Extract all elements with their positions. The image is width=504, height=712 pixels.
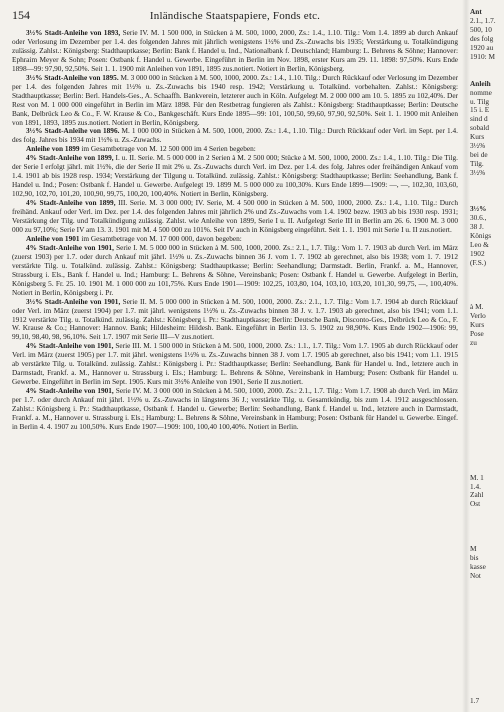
- adjacent-page-fragment: [470, 393, 504, 402]
- adjacent-page-fragment: [470, 268, 504, 277]
- adjacent-page-fragment: [470, 671, 504, 680]
- adjacent-page-fragment: 1910: M: [470, 51, 495, 61]
- bond-entry-text: Serie II. M. 5 000 000 in Stücken à M. 500, 1000, 2000. Zs.: 2.1., 1.7. Tilg.: Vom 1.7. 1904 ab durch Rückkauf oder Verl. im März (zuerst 1904) per 1.7. mit jährl. wenigstens 1½% u. Zs.-Zuwachs binnen 38 J. v. 1.7. 1903 ab gerechnet, also bis 1941; vom 1.1. 1912 verstärkte Tilg. u. Totalkünd. zulässig. Zahlst.: Königsberg i. Pr.: Stadthauptkasse; Berlin: Deutsche Bank, Disconto-Ges., Delbrück Leo & Co., F. W. Krause & Co.; Hannover: Hannov. Bank; Hildesheim: Hildesh. Bank. Eingeführt in Berlin 13. 5. 1902 zu 98,90%. Kurs Ende 1902—1906: 99, 99,10, 98,40, 98, 96,10%. Seit 1.7. 1907 mit Serie III—V zus.notiert.: [12, 296, 458, 342]
- adjacent-page-fragment: [470, 286, 504, 295]
- adjacent-page-fragment: [470, 644, 504, 653]
- adjacent-page-fragment: [470, 626, 504, 635]
- adjacent-page-fragment: nomme: [470, 87, 492, 97]
- page-number: 154: [12, 8, 30, 22]
- adjacent-page-fragment: [470, 679, 504, 688]
- bond-entry-title: 3½% Stadt-Anleihe von 1895.: [26, 72, 119, 82]
- adjacent-page-fragment: 1.7: [470, 696, 480, 706]
- adjacent-page-fragment: 500, 10: [470, 24, 492, 34]
- adjacent-page-fragment: sind d: [470, 114, 488, 124]
- adjacent-page-fragment: Ost: [470, 499, 481, 509]
- bond-entry: [12, 387, 458, 432]
- adjacent-page-fragment: [470, 518, 504, 527]
- adjacent-page-fragment: 1920 au: [470, 42, 494, 52]
- adjacent-page-fragment: [470, 590, 504, 599]
- bond-entry-title: Anleihe von 1899: [26, 144, 80, 154]
- bond-entry: [12, 29, 458, 74]
- bond-entry-title: 3½% Stadt-Anleihe von 1893,: [26, 28, 121, 37]
- adjacent-page-fragment: [470, 617, 504, 626]
- adjacent-page-fragment: [470, 509, 504, 518]
- paragraph-list: [12, 29, 458, 432]
- bond-entry: [12, 342, 458, 387]
- adjacent-page-fragment: à M.: [470, 302, 484, 312]
- adjacent-page-fragment: [470, 581, 504, 590]
- adjacent-page-fragment: Pose: [470, 329, 484, 339]
- adjacent-page-fragment: (F.S.): [470, 257, 487, 267]
- bond-entry-title: 4% Stadt-Anleihe von 1901,: [26, 242, 114, 252]
- bond-entry: [12, 127, 458, 145]
- adjacent-page-fragment: [470, 357, 504, 366]
- page-header: [12, 8, 458, 23]
- bond-entry-text: M. 1 000 000 in Stücken à M. 500, 1000, 2000. Zs.: 1.4., 1.10. Tilg.: Durch Rückkauf oder Verl. im Sept. per 1.4. des folg. Jahres bis 1934 mit 1½% u. Zs.-Zuwachs.: [12, 126, 458, 145]
- adjacent-page-fragment: [470, 527, 504, 536]
- adjacent-page-fragment: [470, 187, 504, 196]
- adjacent-page-fragment: Zahl: [470, 490, 484, 500]
- adjacent-page-fragment: [470, 178, 504, 187]
- bond-entry-text: Serie IV. M. 3 000 000 in Stücken à M. 500, 1000, 2000. Zs.: 2.1., 1.7. Tilg.: Vom 1.7. 1908 ab durch Verl. im März per 1.7. oder durch Ankauf mit jährl. 1½% u. Zs.-Zuwachs in längstens 36 J.; verstärkte Tilg. u. Gesamtkündig. bis zum 1.4. 1912 ausgeschlossen. Zahlst.: Königsberg i. Pr.: Stadthauptkasse, Ostbank f. Handel u. Gewerbe; Berlin: Seehandlung, Bank f. Handel u. Ind., letztere auch in Darmstadt, Frankf. a. M., Hannover u. Strassburg i. Els.; Hamburg: L. Behrens & Söhne, Vereinsbank in Hamburg; Posen: Ostbank für Handel u. Gewerbe. Eingef. in Berlin 4. 4. 1907 zu 100,50%. Kurs Ende 1907—1909: 100, 100,40 100,40%. Notiert in Berlin.: [12, 386, 458, 431]
- bond-entry-text: im Gesamtbetrage von M. 12 500 000 im 4 Serien begeben:: [79, 144, 256, 154]
- adjacent-page-fragment: [470, 402, 504, 411]
- bond-entry: [12, 74, 458, 128]
- adjacent-page-fragment: [470, 348, 504, 357]
- adjacent-page-fragment: [470, 635, 504, 644]
- adjacent-page-fragment: Kurs: [470, 320, 485, 330]
- bond-entry: [12, 154, 458, 199]
- adjacent-page-fragment: Not: [470, 571, 481, 581]
- adjacent-page-fragment: 3½%: [470, 168, 486, 178]
- adjacent-page-fragment: sobald: [470, 123, 490, 133]
- bond-entry-text: M. 3 000 000 in Stücken à M. 500, 1000, 2000. Zs.: 1.4., 1.10. Tilg.: Durch Rückkauf oder Verlosung im Dezember per 1.4. des folgenden Jahres mit 1½% u. Zs.-Zuwachs bis 1940 resp. 1942; Verstärkung u. Totalkünd. vorbehalten. Zahlst.: Königsberg: Stadthauptkasse; Berlin: Berl. Handels-Ges., A. Schaaffh. Bankverein, letzterer auch in Köln. Aufgelegt M. 2 000 000 am 10. 5. 1895 zu 102,40%. Der Rest von M. 1 000 000 eingeführt in Berlin im März 1898. Für den Restbetrag fungieren als Zahlst.: Königsberg: Stadthauptkasse; Berlin: Deutsche Bank, Delbrück Leo & Co., F. W. Krause & Co., Bankgeschäft. Kurs Ende 1895—99: 101, 100,50, 99,60, 97,90, 92,50%. Seit 1. 1. 1900 mit Anleihen von 1891, 1893, 1895 zus.notiert. Notiert in Berlin, Königsberg.: [12, 72, 458, 127]
- bond-entry: [12, 244, 458, 298]
- running-head: Inländische Staatspapiere, Fonds etc.: [149, 10, 321, 22]
- adjacent-page-fragment: [470, 429, 504, 438]
- adjacent-page-fragment: [470, 608, 504, 617]
- bond-entry-text: im Gesamtbetrage von M. 17 000 000, davon begeben:: [79, 233, 242, 243]
- adjacent-page-fragment: Anleih: [470, 78, 491, 88]
- adjacent-page-fragment: Tilg.: [470, 159, 484, 169]
- adjacent-page-fragment: [470, 438, 504, 447]
- adjacent-page-fragment: 1902: [470, 248, 485, 258]
- adjacent-page-fragment: bis: [470, 553, 479, 563]
- adjacent-page-fragment: kasse: [470, 562, 486, 572]
- bond-entry-title: 3½% Stadt-Anleihe von 1901,: [26, 296, 121, 306]
- adjacent-page-column: [470, 8, 504, 706]
- adjacent-page-fragment: Leo &: [470, 239, 489, 249]
- bond-entry-title: Anleihe von 1901: [26, 233, 80, 243]
- adjacent-page-fragment: [470, 411, 504, 420]
- adjacent-page-fragment: 30.6.,: [470, 212, 487, 222]
- adjacent-page-fragment: [470, 599, 504, 608]
- bond-entry-title: 4% Stadt-Anleihe von 1901,: [26, 341, 114, 351]
- adjacent-page-fragment: [470, 62, 504, 71]
- adjacent-page-fragment: 3½%: [470, 141, 486, 151]
- bond-entry-title: 4% Stadt-Anleihe von 1901,: [26, 386, 114, 396]
- page-gutter-shadow: [462, 0, 470, 712]
- bond-entry-text: Serie III. M. 1 500 000 in Stücken à M. 500, 1000, 2000. Zs.: 1.1., 1.7. Tilg.: Vom 1.7. 1905 ab durch Rückkauf oder Verl. im März (zuerst 1905) per 1.7. mit jährl. wenigstens 1½% u. Zs.-Zuwachs binnen 38 J. vom 1.7. 1905 ab gerechnet, also bis 1941; vom 1.1. 1915 ab verstärkte Tilg. u. Totalkünd. zulässig. Zahlst.: Königsberg i. Pr.: Stadthauptkasse; Berlin: Seehandlung, Bank für Handel u. Ind., letztere auch in Darmstadt, Frankf. a. M., Hannover u. Strassburg i. Els.; Hamburg: L. Behrens & Söhne, Vereinsbank in Hamburg; Posen: Ostbank für Handel u. Gewerbe. Eingeführt in Berlin im Sept. 1905. Kurs mit 3½% Anleihe von 1901, Serie II zus.notiert.: [12, 341, 458, 387]
- bond-entry-title: 4% Stadt-Anleihe von 1899,: [26, 198, 116, 208]
- adjacent-page-fragment: Kurs: [470, 132, 485, 142]
- adjacent-page-fragment: 2.1., 1.7.: [470, 15, 496, 25]
- main-column: [12, 8, 458, 432]
- bond-entry-text: I. u. II. Serie. M. 5 000 000 in 2 Serien à M. 2 500 000; Stücke à M. 500, 1000, 2000. Zs.: 1.4., 1.10. Tilg.: Die Tilg. der Serie I erfolgt jährl. mit 1½%, die der Serie II mit 2% u. Zs.-Zuwachs durch Verl. im Dez. per 1.4. des folg. Jahres oder freihändigen Ankauf vom 1.4. 1901 ab bis 1928 resp. 1934; Verstärkung der Tilgung u. Totalkünd. zulässig. Zahlst.: Königsberg: Stadthauptkasse; Berlin: Seehandlung, Bank f. Handel u. Ind.; Posen: Ostbank f. Handel u. Gewerbe. Aufgelegt 19. 1899 M. 5 000 000 zu 100,30%. Kurs Ende 1899—1909: —, —, 102,30, 103,60, 102,90, 102,70, 101,20, 100,90, 99,75, 100,20, 100,40%. Notiert in Berlin, Königsberg.: [12, 153, 458, 199]
- bond-entry-title: 3½% Stadt-Anleihe von 1896.: [26, 126, 120, 136]
- adjacent-page-fragment: [470, 384, 504, 393]
- adjacent-page-fragment: Ant: [470, 7, 482, 16]
- adjacent-page-fragment: [470, 366, 504, 375]
- bond-entry-title: 4% Stadt-Anleihe von 1899,: [26, 153, 114, 163]
- adjacent-page-fragment: [470, 420, 504, 429]
- adjacent-page-fragment: [470, 653, 504, 662]
- adjacent-page-fragment: Königs: [470, 230, 492, 240]
- adjacent-page-fragment: [470, 277, 504, 286]
- adjacent-page-fragment: des folg: [470, 33, 494, 43]
- adjacent-page-fragment: Verlo: [470, 311, 486, 321]
- adjacent-page-fragment: bei de: [470, 150, 488, 160]
- bond-entry: [12, 199, 458, 235]
- adjacent-page-fragment: 38 J.: [470, 221, 484, 231]
- adjacent-page-fragment: u. Tilg: [470, 96, 490, 106]
- adjacent-page-fragment: 15 i. E: [470, 105, 490, 115]
- bond-entry-text: Serie IV. M. 1 500 000, in Stücken à M. 500, 1000, 2000, Zs.: 1.4., 1.10. Tilg.: Vom 1.4. 1899 ab durch Ankauf oder Verlosung im Dezember per 1.4. des folgenden Jahres mit jährlich wenigstens 1½% und Zs.-Zuwachs bis 1935; Verstärkung u. Totalkündigung zulässig. Zahlst.: Königsberg: Stadthauptkasse; Berlin: Bank f. Handel u. Ind., Nationalbank f. Deutschland; Hamburg: L. Behrens & Söhne; Hannover: Ephraim Meyer & Sohn; Posen: Ostbank f. Handel u. Gewerbe. Eingeführt in Berlin im Nov. 1898, erster Kurs am 29. 11. 1898: 97,50%. Kurs Ende 1898—99: 97,90, 92,50%. Seit 1. 1. 1900 mit Anleihen von 1891, 1895 zus.notiert. Notiert in Berlin, Königsberg.: [12, 28, 458, 73]
- adjacent-page-fragment: 3½%: [470, 203, 487, 213]
- adjacent-page-fragment: M: [470, 544, 477, 554]
- bond-entry-text: III. Serie. M. 3 000 000; IV. Serie, M. 4 500 000 in Stücken à M. 500, 1000, 2000. Zs.: 1.4., 1.10. Tilg.: Durch freihänd. Ankauf oder Verl. im Dez. per 1.4. des folgenden Jahres mit jährlich 2% und Zs.-Zuwachs vom 1.4. 1902 bezw. 1903 ab bis 1930 resp. 1931; Verstärkung der Tilg. und Totalkündigung zulässig. Zahlst. wie Anleihe von 1899, Serie I u. II. Aufgelegt Serie III in Berlin am 26. 6. 1900 M. 3 000 000 zu 97,10%; Serie IV am 13. 3. 1901 mit M. 4 500 000 zu 101%. Seit IV auch in Königsberg eingeführt. Seit 1. 1. 1901 mit Serie I u. II zus.notiert.: [12, 198, 458, 234]
- adjacent-page-fragment: [470, 447, 504, 456]
- adjacent-page-fragment: [470, 662, 504, 671]
- bond-entry: [12, 298, 458, 343]
- adjacent-page-fragment: zu: [470, 338, 477, 348]
- adjacent-page-fragment: [470, 375, 504, 384]
- adjacent-page-fragment: [470, 456, 504, 465]
- adjacent-page-fragment: 1.4.: [470, 481, 481, 491]
- bond-entry-text: Serie I. M. 5 000 000 in Stücken à M. 500, 1000, 2000. Zs.: 2.1., 1.7. Tilg.: Vom 1. 7. 1903 ab durch Verl. im März (zuerst 1903) per 1.7. oder durch Ankauf mit jährl. 1½% u. Zs.-Zuwachs binnen 36 J. vom 1. 7. 1902 ab gerechnet, also bis 1938; vom 1. 7. 1912 verstärkte Tilg. u. Totalkünd. zulässig. Zahlst.: Königsberg: Stadthauptkasse; Berlin: Seehandlung; Darmstadt. Berlin, Frankf. a. M., Hannover, Strassburg i. Els., Bank f. Handel u. Ind.; Hamburg: L. Behrens & Söhne, Vereinsbank; Posen: Ostbank f. Handel u. Gewerbe. Aufgelegt in Berlin, Königsberg 5. Fr. 25. 10. 1901 M. 1 000 000 zu 101,75%. Kurs Ende 1901—1909: 102,25, 103,80, 104, 103,10, 103,20, 101,30, 99,75, —, 100,40%. Notiert in Berlin, Königsberg i. Pr.: [12, 242, 458, 297]
- adjacent-page-fragment: M. 1: [470, 472, 484, 482]
